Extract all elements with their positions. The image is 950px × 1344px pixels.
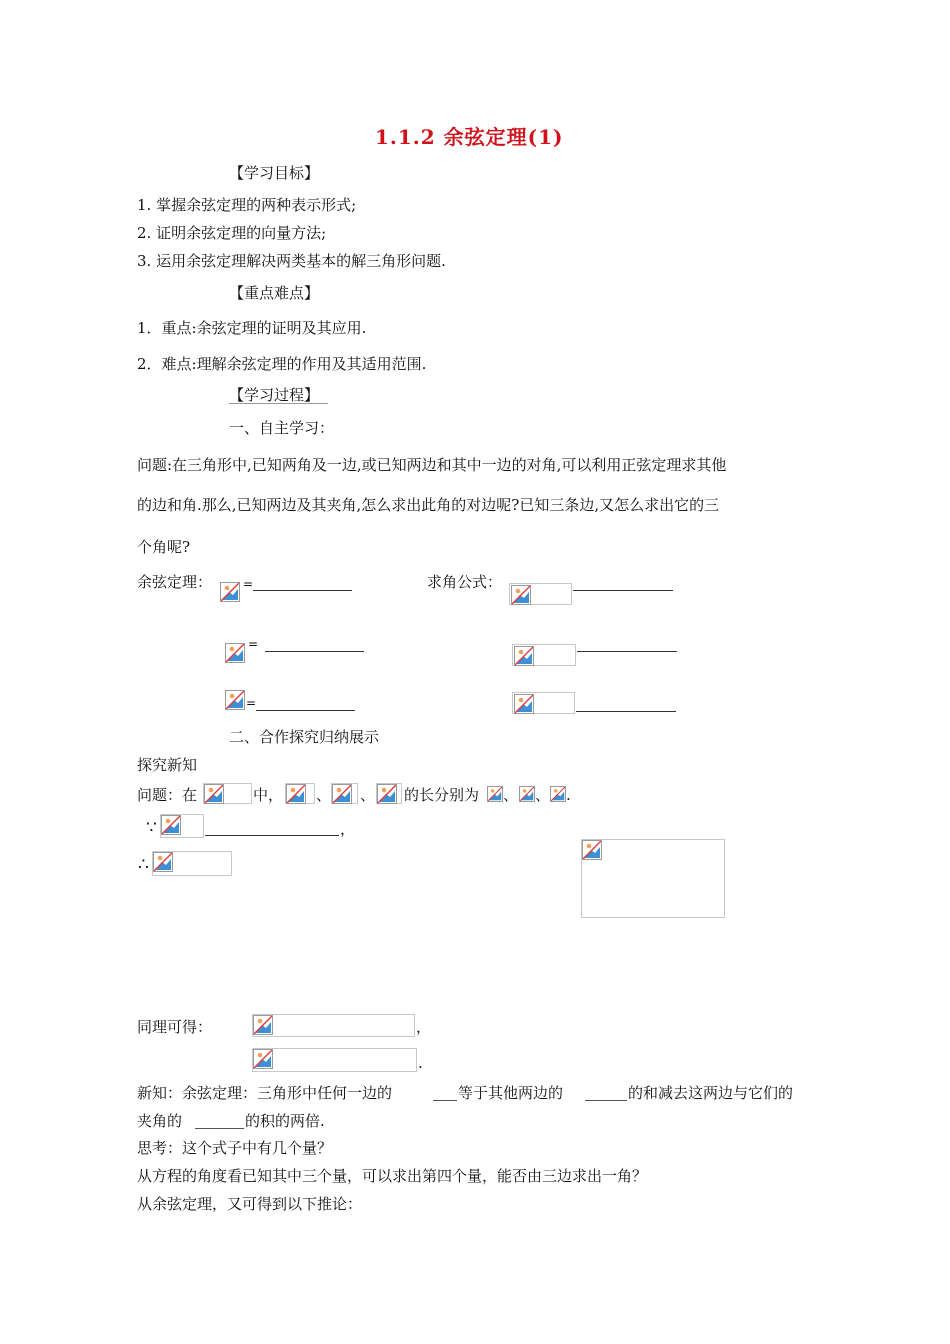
broken-image-icon	[153, 852, 173, 872]
because-symbol: ∵	[146, 818, 157, 838]
period: .	[566, 786, 571, 804]
new-knowledge-text: 新知：余弦定理：三角形中任何一边的	[137, 1084, 393, 1102]
explore-heading: 探究新知	[137, 756, 198, 774]
new-knowledge-text: 夹角的	[137, 1112, 183, 1130]
formula-blank	[573, 590, 673, 591]
broken-image-icon	[511, 585, 531, 605]
broken-image-icon	[550, 786, 566, 802]
broken-image-icon	[225, 643, 245, 663]
explore-mid-text: 中，	[253, 786, 284, 804]
formula-blank	[256, 710, 355, 711]
key-item: 2．难点:理解余弦定理的作用及其适用范围.	[137, 355, 427, 373]
similar-label: 同理可得：	[137, 1018, 213, 1036]
broken-image-icon	[286, 784, 306, 804]
fill-blank	[433, 1100, 457, 1101]
length-text: 的长分别为	[404, 786, 480, 804]
section-heading-self-study: 一、自主学习：	[229, 419, 335, 437]
formula-image-frame	[252, 1048, 417, 1072]
separator: 、	[360, 786, 376, 804]
broken-image-icon	[519, 786, 535, 802]
heading-underline	[229, 403, 328, 404]
page-title: 1.1.2 余弦定理(1)	[375, 125, 564, 149]
therefore-symbol: ∴	[138, 855, 149, 875]
period: .	[418, 1054, 423, 1072]
comma: ，	[416, 1018, 432, 1036]
triangle-figure-frame	[581, 839, 725, 918]
answer-blank	[205, 835, 339, 836]
broken-image-icon	[514, 694, 534, 714]
question-line: 的边和角.那么,已知两边及其夹角,怎么求出此角的对边呢?已知三条边,又怎么求出它的三	[137, 496, 720, 514]
equation-view-text: 从方程的角度看已知其中三个量，可以求出第四个量，能否由三边求出一角？	[137, 1167, 648, 1185]
formula-blank	[576, 711, 676, 712]
key-item: 1．重点:余弦定理的证明及其应用.	[137, 319, 367, 337]
broken-image-icon	[582, 840, 602, 860]
section-heading-process: 【学习过程】	[229, 386, 320, 404]
explore-problem-prefix: 问题：在	[137, 786, 198, 804]
cos-law-label: 余弦定理：	[137, 573, 213, 591]
corollary-text: 从余弦定理，又可得到以下推论：	[137, 1195, 363, 1213]
angle-formula-label: 求角公式：	[427, 573, 503, 591]
section-heading-coop: 二、合作探究归纳展示	[229, 728, 380, 746]
equals-sign: =	[243, 577, 254, 591]
broken-image-icon	[225, 690, 245, 710]
separator: 、	[316, 786, 332, 804]
section-heading-goals: 【学习目标】	[229, 164, 320, 182]
separator: 、	[503, 786, 519, 804]
broken-image-icon	[204, 784, 224, 804]
section-heading-keys: 【重点难点】	[229, 284, 320, 302]
separator: 、	[535, 786, 551, 804]
equals-sign: =	[246, 696, 257, 710]
question-line: 个角呢?	[137, 538, 191, 556]
question-line: 问题:在三角形中,已知两角及一边,或已知两边和其中一边的对角,可以利用正弦定理求其他	[137, 456, 727, 474]
broken-image-icon	[514, 646, 534, 666]
formula-blank	[253, 590, 352, 591]
formula-image-frame	[252, 1014, 415, 1037]
think-question: 思考：这个式子中有几个量？	[137, 1139, 333, 1157]
goal-item: 3. 运用余弦定理解决两类基本的解三角形问题.	[137, 252, 446, 270]
new-knowledge-text: 等于其他两边的	[458, 1084, 564, 1102]
new-knowledge-text: 的积的两倍.	[245, 1112, 325, 1130]
goal-item: 1. 掌握余弦定理的两种表示形式;	[137, 196, 357, 214]
broken-image-icon	[487, 786, 503, 802]
formula-blank	[265, 651, 364, 652]
equals-sign: =	[248, 637, 259, 651]
broken-image-icon	[377, 784, 397, 804]
broken-image-icon	[253, 1015, 273, 1035]
goal-item: 2. 证明余弦定理的向量方法;	[137, 224, 327, 242]
fill-blank	[585, 1100, 627, 1101]
broken-image-icon	[253, 1049, 273, 1069]
fill-blank	[195, 1128, 244, 1129]
broken-image-icon	[161, 815, 181, 835]
broken-image-icon	[332, 784, 352, 804]
broken-image-icon	[220, 582, 240, 602]
formula-blank	[577, 651, 677, 652]
comma: ，	[340, 820, 356, 838]
new-knowledge-text: 的和减去这两边与它们的	[628, 1084, 794, 1102]
